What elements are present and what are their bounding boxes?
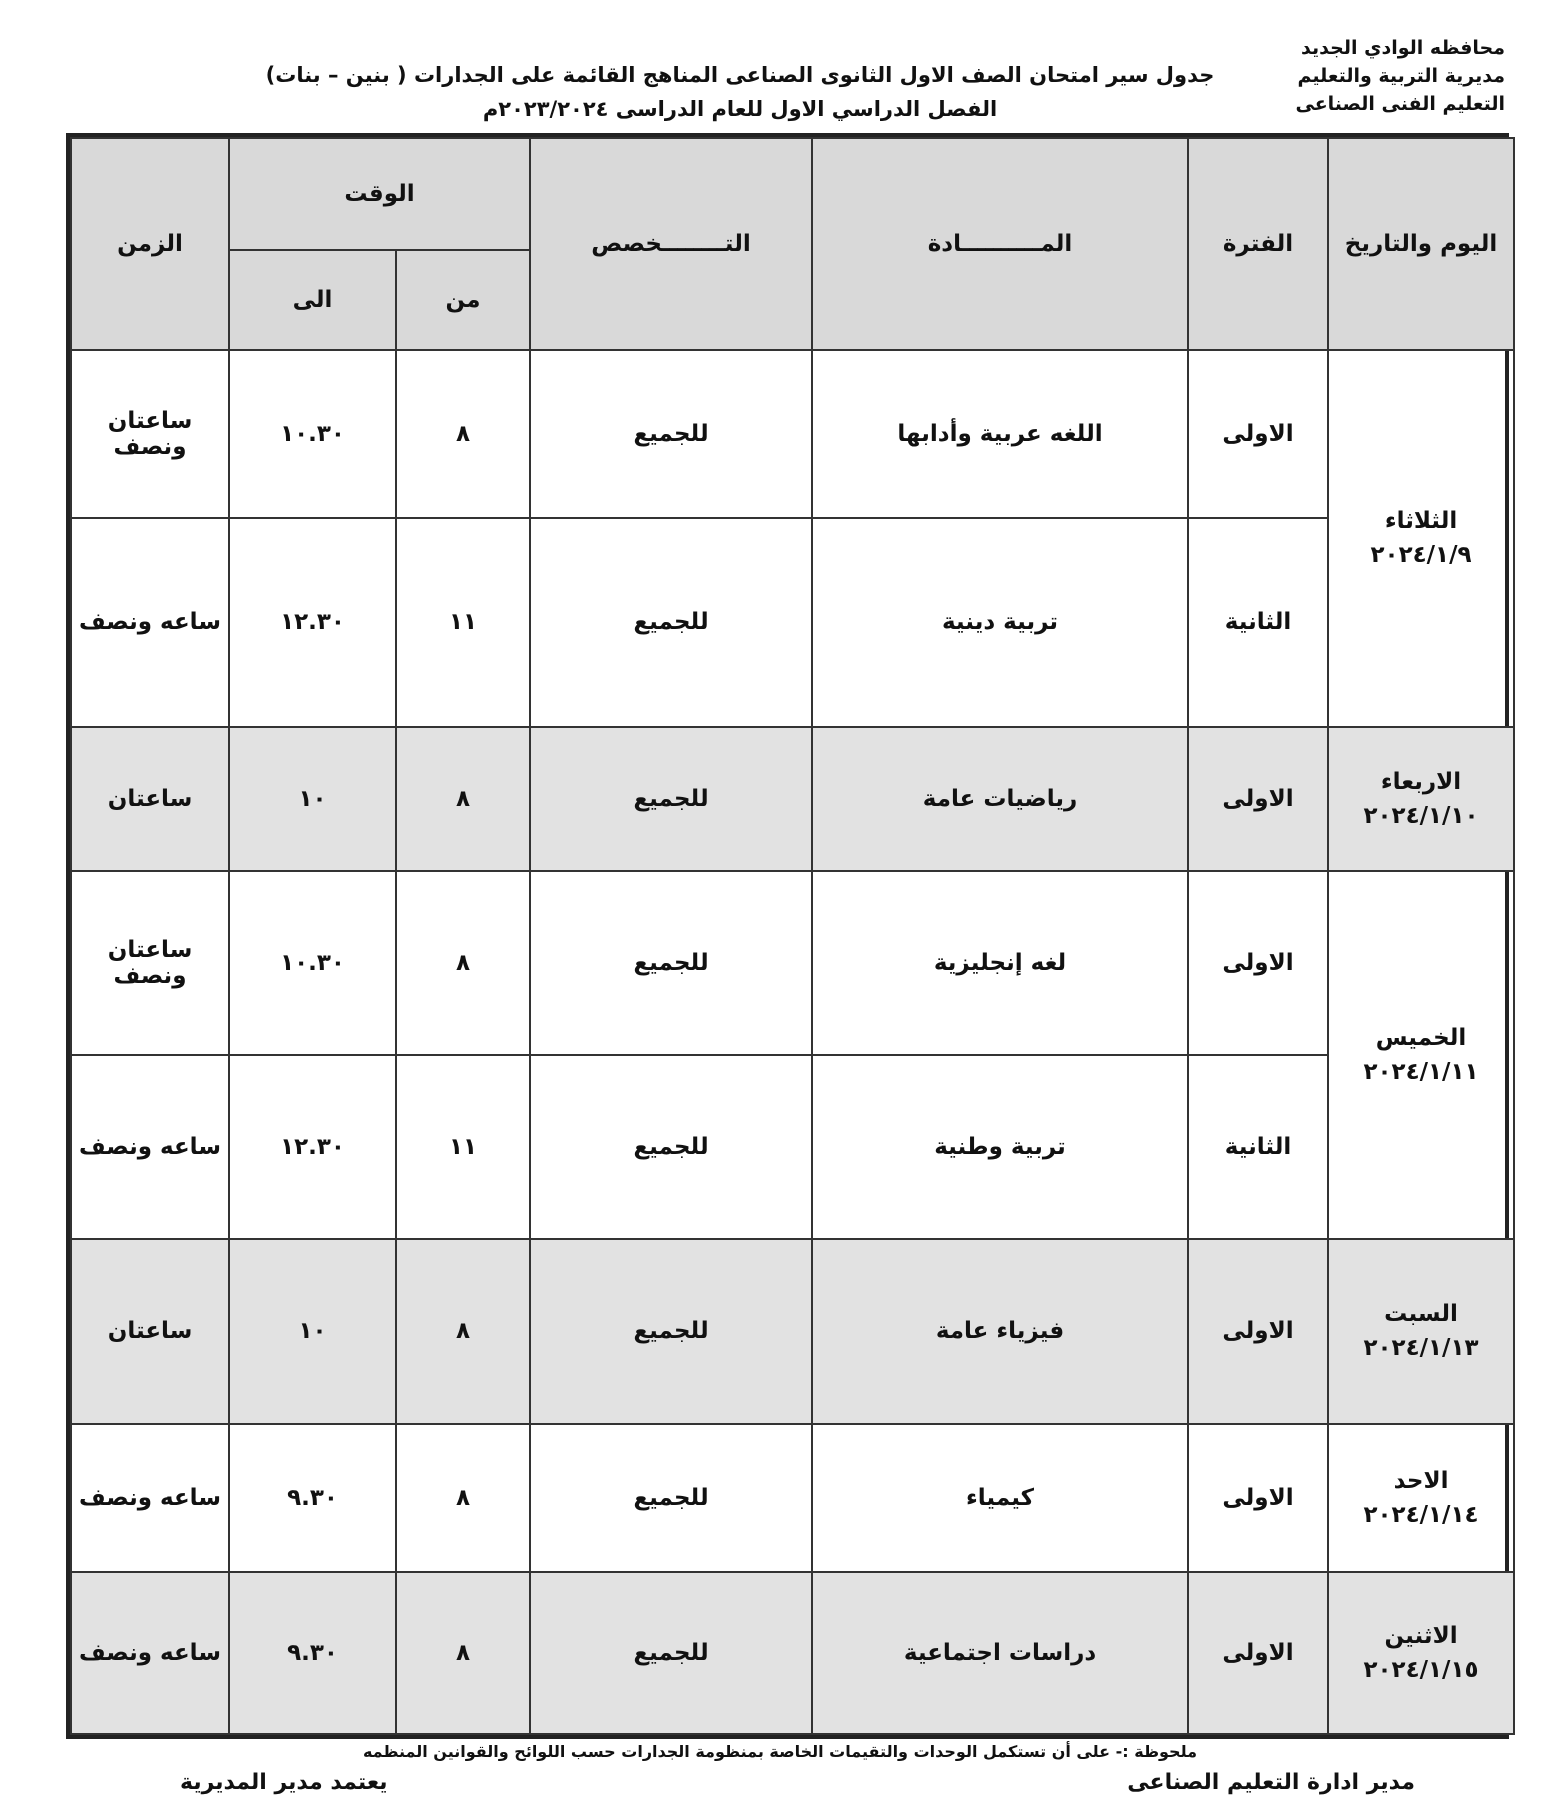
day-cell	[1328, 871, 1514, 1240]
duration-cell: ساعتان	[71, 1239, 229, 1423]
day-date: ٢٠٢٤/١/٩	[1370, 542, 1472, 569]
from-cell: ٨	[396, 1424, 530, 1572]
day-name: الثلاثاء	[1384, 508, 1458, 535]
period-cell: الاولى	[1188, 871, 1328, 1055]
title-line-1: جدول سير امتحان الصف الاول الثانوى الصناعى المناهج القائمة على الجدارات ( بنين – بنات)	[265, 63, 1215, 87]
subject-cell: تربية دينية	[812, 518, 1188, 726]
table-row	[71, 871, 1514, 1055]
day-date: ٢٠٢٤/١/١٣	[1363, 1335, 1479, 1362]
duration-cell: ساعه ونصف	[71, 1572, 229, 1734]
period-cell: الاولى	[1188, 1424, 1328, 1572]
day-name: الاحد	[1393, 1467, 1449, 1494]
exam-schedule-frame	[66, 133, 1509, 1739]
day-date: ٢٠٢٤/١/١٤	[1363, 1501, 1479, 1528]
subject-cell: رياضيات عامة	[812, 727, 1188, 871]
signature-directorate-head: يعتمد مدير المديرية	[180, 1770, 388, 1795]
to-cell: ١٢.٣٠	[229, 518, 396, 726]
header-time: الوقت	[229, 138, 530, 250]
day-name: الخميس	[1375, 1025, 1467, 1051]
subject-cell: تربية وطنية	[812, 1055, 1188, 1239]
table-row	[71, 727, 1514, 871]
to-cell: ١٠.٣٠	[229, 350, 396, 518]
to-cell: ١٠	[229, 1239, 396, 1423]
period-cell: الاولى	[1188, 350, 1328, 518]
header-from: من	[396, 250, 530, 350]
specialty-cell: للجميع	[530, 1572, 812, 1734]
from-cell: ٨	[396, 1239, 530, 1423]
from-cell: ٨	[396, 1572, 530, 1734]
duration-cell: ساعه ونصف	[71, 1424, 229, 1572]
period-cell: الثانية	[1188, 1055, 1328, 1239]
day-name: الاربعاء	[1380, 768, 1462, 795]
exam-schedule-table	[70, 137, 1515, 1735]
period-cell: الاولى	[1188, 727, 1328, 871]
from-cell: ٨	[396, 727, 530, 871]
period-cell: الاولى	[1188, 1572, 1328, 1734]
table-row	[71, 1424, 1514, 1572]
specialty-cell: للجميع	[530, 1055, 812, 1239]
duration-cell: ساعتان ونصف	[71, 350, 229, 518]
to-cell: ٩.٣٠	[229, 1572, 396, 1734]
specialty-cell: للجميع	[530, 1239, 812, 1423]
schedule-body	[71, 350, 1514, 1734]
header-duration: الزمن	[71, 138, 229, 350]
specialty-cell: للجميع	[530, 727, 812, 871]
header-specialty: التــــــــخصص	[530, 138, 812, 350]
subject-cell: كيمياء	[812, 1424, 1188, 1572]
duration-cell: ساعتان ونصف	[71, 871, 229, 1055]
specialty-cell: للجميع	[530, 1424, 812, 1572]
day-cell	[1328, 1239, 1514, 1423]
period-cell: الثانية	[1188, 518, 1328, 726]
footer-note: ملحوظة :- على أن تستكمل الوحدات والتقيمات الخاصة بمنظومة الجدارات حسب اللوائح والقوانين المنظمه	[362, 1742, 1198, 1761]
org-line-department: التعليم الفنى الصناعى	[1295, 93, 1505, 115]
period-cell: الاولى	[1188, 1239, 1328, 1423]
signature-industrial-education-director: مدير ادارة التعليم الصناعى	[1127, 1770, 1415, 1795]
subject-cell: فيزياء عامة	[812, 1239, 1188, 1423]
org-line-directorate: مديرية التربية والتعليم	[1297, 65, 1505, 87]
from-cell: ١١	[396, 518, 530, 726]
from-cell: ٨	[396, 871, 530, 1055]
subject-cell: اللغه عربية وأدابها	[812, 350, 1188, 518]
table-row	[71, 1572, 1514, 1734]
from-cell: ٨	[396, 350, 530, 518]
from-cell: ١١	[396, 1055, 530, 1239]
to-cell: ١٢.٣٠	[229, 1055, 396, 1239]
day-date: ٢٠٢٤/١/١١	[1363, 1059, 1479, 1085]
header-period: الفترة	[1188, 138, 1328, 350]
day-name: السبت	[1384, 1301, 1458, 1328]
table-row	[71, 350, 1514, 518]
day-cell	[1328, 350, 1514, 727]
day-cell	[1328, 1424, 1514, 1572]
day-name: الاثنين	[1384, 1622, 1458, 1649]
header-to: الى	[229, 250, 396, 350]
specialty-cell: للجميع	[530, 871, 812, 1055]
table-row	[71, 518, 1514, 726]
day-cell	[1328, 1572, 1514, 1734]
to-cell: ٩.٣٠	[229, 1424, 396, 1572]
table-row	[71, 1055, 1514, 1239]
to-cell: ١٠	[229, 727, 396, 871]
org-line-governorate: محافظه الوادي الجديد	[1301, 37, 1505, 59]
specialty-cell: للجميع	[530, 518, 812, 726]
document-title	[220, 58, 1260, 126]
duration-cell: ساعه ونصف	[71, 518, 229, 726]
day-date: ٢٠٢٤/١/١٥	[1363, 1656, 1479, 1683]
duration-cell: ساعتان	[71, 727, 229, 871]
title-line-2: الفصل الدراسي الاول للعام الدراسى ٢٠٢٣/٢٠٢٤م	[482, 97, 998, 121]
duration-cell: ساعه ونصف	[71, 1055, 229, 1239]
organization-block	[1295, 34, 1505, 118]
header-subject: المــــــــــادة	[812, 138, 1188, 350]
header-day-date: اليوم والتاريخ	[1328, 138, 1514, 350]
to-cell: ١٠.٣٠	[229, 871, 396, 1055]
subject-cell: لغه إنجليزية	[812, 871, 1188, 1055]
subject-cell: دراسات اجتماعية	[812, 1572, 1188, 1734]
day-date: ٢٠٢٤/١/١٠	[1363, 802, 1479, 829]
day-cell	[1328, 727, 1514, 871]
specialty-cell: للجميع	[530, 350, 812, 518]
table-row	[71, 1239, 1514, 1423]
